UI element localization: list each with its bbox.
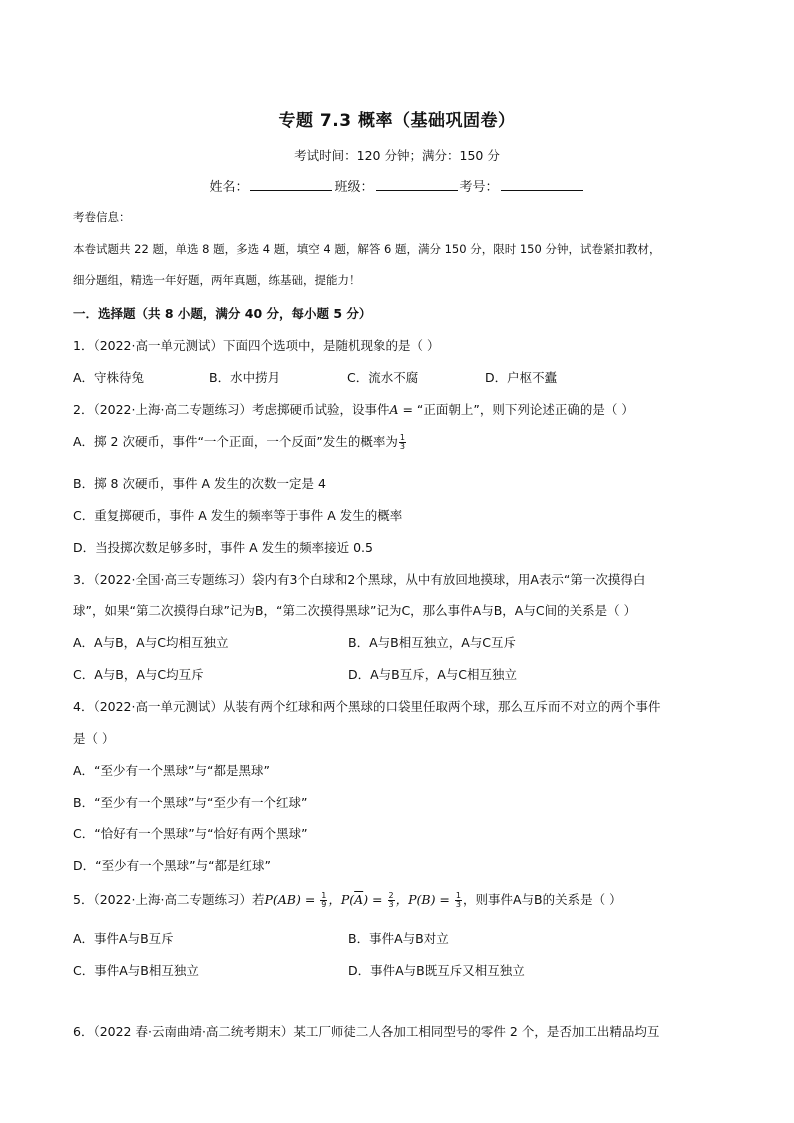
q5-fraction-3 (455, 892, 462, 909)
question-6-stem-1: 6．（2022 春·云南曲靖·高二统考期末）某工厂师徒二人各加工相同型号的零件 2 个，是否加工出精品均互 (73, 1024, 660, 1039)
name-blank[interactable] (250, 178, 332, 191)
q4-option-a: A．“至少有一个黑球”与“都是黑球” (73, 763, 270, 778)
info-line-1: 本卷试题共 22 题，单选 8 题，多选 4 题，填空 4 题，解答 6 题，满分 150 分，限时 150 分钟，试卷紧扣教材， (73, 242, 661, 256)
q3-option-a: A．A与B，A与C均相互独立 (73, 635, 229, 650)
info-line-2: 细分题组，精选一年好题，两年真题，练基础，提能力！ (73, 273, 361, 287)
q1-option-d: D．户枢不蠹 (485, 370, 558, 385)
question-3-stem-2: 球”，如果“第二次摸得白球”记为B，“第二次摸得黑球”记为C，那么事件A与B，A与C间的关系是（ ） (73, 603, 637, 618)
q5-option-d: D．事件A与B既互斥又相互独立 (348, 963, 525, 978)
q3-option-b: B．A与B相互独立，A与C互斥 (348, 635, 516, 650)
class-blank[interactable] (376, 178, 458, 191)
info-header: 考卷信息： (73, 210, 131, 224)
q2-fraction (399, 434, 406, 451)
question-4-stem-2: 是（ ） (73, 731, 115, 746)
question-1-options (73, 368, 557, 386)
question-2-stem (73, 400, 634, 418)
q2-option-a (73, 432, 407, 451)
number-label: 考号： (459, 180, 499, 195)
q5-abar-var: $\overline{A}$ (354, 892, 364, 907)
q5-stem-post: ，则事件A与B的关系是（ ） (462, 892, 622, 907)
question-1-stem: 1．（2022·高一单元测试）下面四个选项中，是随机现象的是（ ） (73, 338, 440, 353)
q3-option-d: D．A与B互斥，A与C相互独立 (348, 667, 518, 682)
q2-option-a-text: A．掷 2 次硬币，事件“一个正面，一个反面”发生的概率为 (73, 434, 398, 449)
q5-stem-pre: 5．（2022·上海·高二专题练习）若 (73, 892, 265, 907)
q5-fraction-2 (388, 892, 395, 909)
class-label: 班级： (334, 180, 374, 195)
exam-time: 考试时间：120 分钟；满分：150 分 (294, 148, 500, 163)
q2-frac-num: 1 (399, 433, 405, 442)
q5-p-abar-post: ) = (363, 892, 387, 907)
q1-option-a: A．守株待兔 (73, 370, 145, 385)
question-4-stem-1: 4．（2022·高一单元测试）从装有两个红球和两个黑球的口袋里任取两个球，那么互斥而不对立的两个事件 (73, 699, 661, 714)
q4-option-c: C．“恰好有一个黑球”与“恰好有两个黑球” (73, 826, 308, 841)
q5-option-c: C．事件A与B相互独立 (73, 963, 199, 978)
q5-frac3-num: 1 (455, 891, 461, 900)
q4-option-d: D．“至少有一个黑球”与“都是红球” (73, 858, 272, 873)
q5-option-b: B．事件A与B对立 (348, 931, 449, 946)
page-title: 专题 7.3 概率（基础巩固卷） (278, 111, 516, 131)
question-5-stem (73, 890, 622, 909)
name-label: 姓名： (209, 180, 249, 195)
section-heading: 一．选择题（共 8 小题，满分 40 分，每小题 5 分） (73, 306, 372, 321)
question-3-stem-1: 3．（2022·全国·高三专题练习）袋内有3个白球和2个黑球，从中有放回地摸球，用A表示“第一次摸得白 (73, 572, 646, 587)
q2-option-b: B．掷 8 次硬币，事件 A 发生的次数一定是 4 (73, 476, 326, 491)
student-fields (0, 176, 794, 195)
q2-option-d: D．当投掷次数足够多时，事件 A 发生的频率接近 0.5 (73, 540, 373, 555)
q5-p-ab: P(AB) = (264, 892, 320, 907)
q2-stem-part-b: = “正面朝上”，则下列论述正确的是（ ） (398, 402, 634, 417)
q1-option-c: C．流水不腐 (347, 370, 419, 385)
q5-p-b: ，P(B) = (395, 892, 454, 907)
q1-option-b: B．水中捞月 (209, 370, 281, 385)
q5-frac2-den: 3 (388, 900, 394, 909)
q5-frac1-num: 1 (321, 891, 327, 900)
q5-frac1-den: 9 (321, 900, 327, 909)
q2-frac-den: 3 (399, 442, 405, 451)
q5-fraction-1 (320, 892, 327, 909)
q2-stem-part-a: 2．（2022·上海·高二专题练习）考虑掷硬币试验，设事件 (73, 402, 390, 417)
q4-option-b: B．“至少有一个黑球”与“至少有一个红球” (73, 795, 308, 810)
q5-p-abar-pre: ，P( (328, 892, 355, 907)
q2-option-c: C．重复掷硬币，事件 A 发生的频率等于事件 A 发生的概率 (73, 508, 403, 523)
q3-option-c: C．A与B，A与C均互斥 (73, 667, 204, 682)
q5-frac3-den: 3 (455, 900, 461, 909)
number-blank[interactable] (501, 178, 583, 191)
q5-frac2-num: 2 (388, 891, 394, 900)
q2-var-a: A (389, 402, 399, 417)
q5-option-a: A．事件A与B互斥 (73, 931, 174, 946)
